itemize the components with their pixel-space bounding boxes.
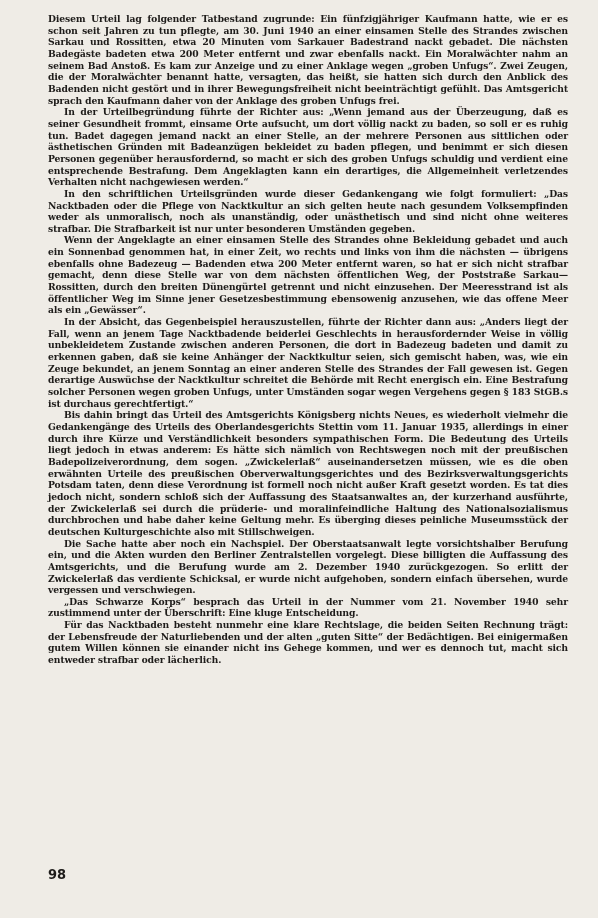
paragraph: Für das Nacktbaden besteht nunmehr eine klare Rechtslage, die beiden Seiten Rechnung trägt: der Lebensfreude der Naturliebenden und der alten „guten Sitte“ der Bedächtigen. Bei einigermaßen gutem Willen können sie einander nicht ins Gehege kommen, und wer es dennoch tut, macht sich entweder strafbar oder lächerlich. (48, 620, 568, 667)
page-number: 98 (48, 868, 67, 883)
paragraph: In den schriftlichen Urteilsgründen wurde dieser Gedankengang wie folgt formuliert: „Das Nacktbaden oder die Pflege von Nacktkultur an sich gelten heute nach gesundem Volksempfinden weder als unmoralisch, noch als unanständig, oder unästhetisch und sind nicht ohne weiteres strafbar. Die Strafbarkeit ist nur unter besonderen Umständen gegeben. (48, 188, 568, 235)
paragraph: „Das Schwarze Korps“ besprach das Urteil in der Nummer vom 21. November 1940 sehr zustimmend unter der Überschrift: Eine kluge Entscheidung. (48, 596, 568, 620)
paragraph: Bis dahin bringt das Urteil des Amtsgerichts Königsberg nichts Neues, es wiederholt vielmehr die Gedankengänge des Urteils des Oberlandesgerichts Stettin vom 11. Januar 1935, allerdings in einer durch ihre Kürze und Verständlichkeit besonders sympathischen Form. Die Bedeutung des Urteils liegt jedoch in etwas anderem: Es hätte sich nämlich von Rechtswegen noch mit der preußischen Badepolizeiverordnung, dem sogen. „Zwickelerlaß“ auseinandersetzen müssen, wie es die oben erwähnten Urteile des preußischen Oberverwaltungsgerichtes und des Bezirksverwaltungsgerichts Potsdam taten, denn diese Verordnung ist formell noch nicht außer Kraft gesetzt worden. Es tat dies jedoch nicht, sondern schloß sich der Auffassung des Staatsanwaltes an, der kurzerhand ausführte, der Zwickelerlaß sei durch die prüderie- und moralinfeindliche Haltung des Nationalsozialismus durchbrochen und habe daher keine Geltung mehr. Es überging dieses peinliche Museumsstück der deutschen Kulturgeschichte also mit Stillschweigen. (48, 410, 568, 538)
paragraph: Die Sache hatte aber noch ein Nachspiel. Der Oberstaatsanwalt legte vorsichtshalber Berufung ein, und die Akten wurden den Berliner Zentralstellen vorgelegt. Diese billigten die Auffassung des Amtsgerichts, und die Berufung wurde am 2. Dezember 1940 zurückgezogen. So erlitt der Zwickelerlaß das verdiente Schicksal, er wurde nicht aufgehoben, sondern einfach übersehen, wurde vergessen und verschwiegen. (48, 538, 568, 597)
paragraph: Diesem Urteil lag folgender Tatbestand zugrunde: Ein fünfzigjähriger Kaufmann hatte, wie er es schon seit Jahren zu tun pflegte, am 30. Juni 1940 an einer einsamen Stelle des Strandes zwischen Sarkau und Rossitten, etwa 20 Minuten vom Sarkauer Badestrand nackt gebadet. Die nächsten Badegäste badeten etwa 200 Meter entfernt und zwar ebenfalls nackt. Ein Moralwächter nahm an seinem Bad Anstoß. Es kam zur Anzeige und zu einer Anklage wegen „groben Unfugs“. Zwei Zeugen, die der Moralwächter benannt hatte, versagten, das heißt, sie hatten sich durch den Anblick des Badenden nicht gestört und in ihrer Bewegungsfreiheit nicht beeinträchtigt gefühlt. Das Amtsgericht sprach den Kaufmann daher von der Anklage des groben Unfugs frei. (48, 14, 568, 107)
paragraph: In der Absicht, das Gegenbeispiel herauszustellen, führte der Richter dann aus: „Anders liegt der Fall, wenn an jenem Tage Nacktbadende beiderlei Geschlechts in herausfordernder Weise in völlig unbekleidetem Zustande zwischen anderen Personen, die dort in Badezeug badeten und damit zu erkennen gaben, daß sie keine Anhänger der Nacktkultur seien, sich gemischt haben, was, wie ein Zeuge bekundet, an jenem Sonntag an einer anderen Stelle des Strandes der Fall gewesen ist. Gegen derartige Auswüchse der Nacktkultur schreitet die Behörde mit Recht energisch ein. Eine Bestrafung solcher Personen wegen groben Unfugs, unter Umständen sogar wegen Vergehens gegen § 183 StGB.s ist durchaus gerechtfertigt.“ (48, 317, 568, 410)
paragraph: In der Urteilbegründung führte der Richter aus: „Wenn jemand aus der Überzeugung, daß es seiner Gesundheit frommt, einsame Orte aufsucht, um dort völlig nackt zu baden, so soll er es ruhig tun. Badet dagegen jemand nackt an einer Stelle, an der mehrere Personen aus sittlichen oder ästhetischen Gründen mit Badeanzügen bekleidet zu baden pflegen, und benimmt er sich diesen Personen gegenüber herausfordernd, so macht er sich des groben Unfugs schuldig und verdient eine entsprechende Bestrafung. Dem Angeklagten kann ein derartiges, die Allgemeinheit verletzendes Verhalten nicht nachgewiesen werden.“ (48, 107, 568, 189)
body-text (48, 14, 568, 667)
paragraph: Wenn der Angeklagte an einer einsamen Stelle des Strandes ohne Bekleidung gebadet und auch ein Sonnenbad genommen hat, in einer Zeit, wo rechts und links von ihm die nächsten — übrigens ebenfalls ohne Badezeug — Badenden etwa 200 Meter entfernt waren, so hat er sich nicht strafbar gemacht, denn diese Stelle war von dem nächsten öffentlichen Weg, der Poststraße Sarkau—Rossitten, durch den breiten Dünengürtel getrennt und nicht einzusehen. Der Meeresstrand ist als öffentlicher Weg im Sinne jener Gesetzesbestimmung ebensowenig anzusehen, wie das offene Meer als ein „Gewässer“. (48, 235, 568, 317)
